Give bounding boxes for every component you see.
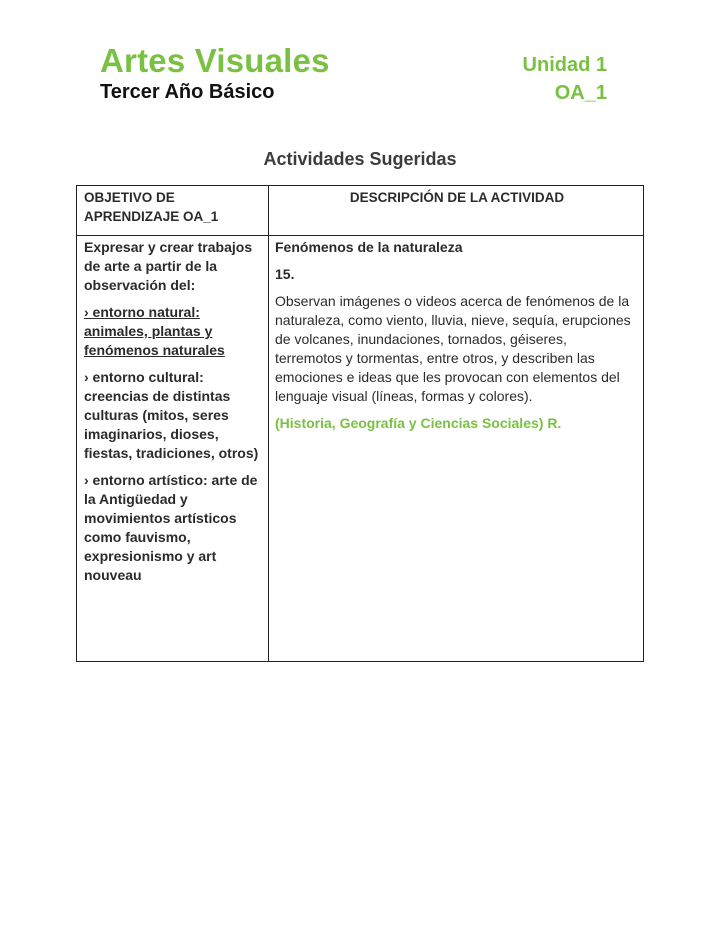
cross-curricular-reference: (Historia, Geografía y Ciencias Sociales) R. — [275, 415, 562, 431]
subject-title: Artes Visuales — [100, 42, 330, 79]
activity-number: 15. — [275, 266, 295, 282]
grade-label: Tercer Año Básico — [100, 81, 275, 103]
document-header-left — [100, 42, 330, 104]
unit-label: Unidad 1 — [522, 54, 607, 76]
section-title: Actividades Sugeridas — [263, 149, 457, 169]
activity-table — [76, 185, 644, 662]
objective-item-natural: › entorno natural: animales, plantas y fenómenos naturales — [84, 304, 225, 358]
table-header-row — [77, 186, 643, 236]
activity-description-cell — [275, 238, 637, 433]
objective-item-artistic: › entorno artístico: arte de la Antigüedad y movimientos artísticos como fauvismo, expresionismo y art nouveau — [84, 472, 258, 583]
oa-code-label: OA_1 — [554, 82, 607, 104]
document-header-right — [523, 53, 607, 105]
objective-cell — [84, 238, 264, 593]
column-divider — [268, 186, 269, 661]
objective-intro: Expresar y crear trabajos de arte a partir de la observación del: — [84, 239, 253, 293]
description-column-header: DESCRIPCIÓN DE LA ACTIVIDAD — [349, 190, 565, 205]
activity-description: Observan imágenes o videos acerca de fenómenos de la naturaleza, como viento, lluvia, nieve, sequía, erupciones de volcanes, inundaciones, tornados, géiseres, terremotos y tormentas, entre otros, y describen las emociones e ideas que les provocan con elementos del lenguaje visual (líneas, formas y colores). — [275, 293, 631, 404]
activity-name: Fenómenos de la naturaleza — [275, 239, 463, 255]
objective-column-header: OBJETIVO DE APRENDIZAJE OA_1 — [84, 190, 219, 224]
objective-item-cultural: › entorno cultural: creencias de distintas culturas (mitos, seres imaginarios, dioses, fiestas, tradiciones, otros) — [84, 369, 259, 461]
